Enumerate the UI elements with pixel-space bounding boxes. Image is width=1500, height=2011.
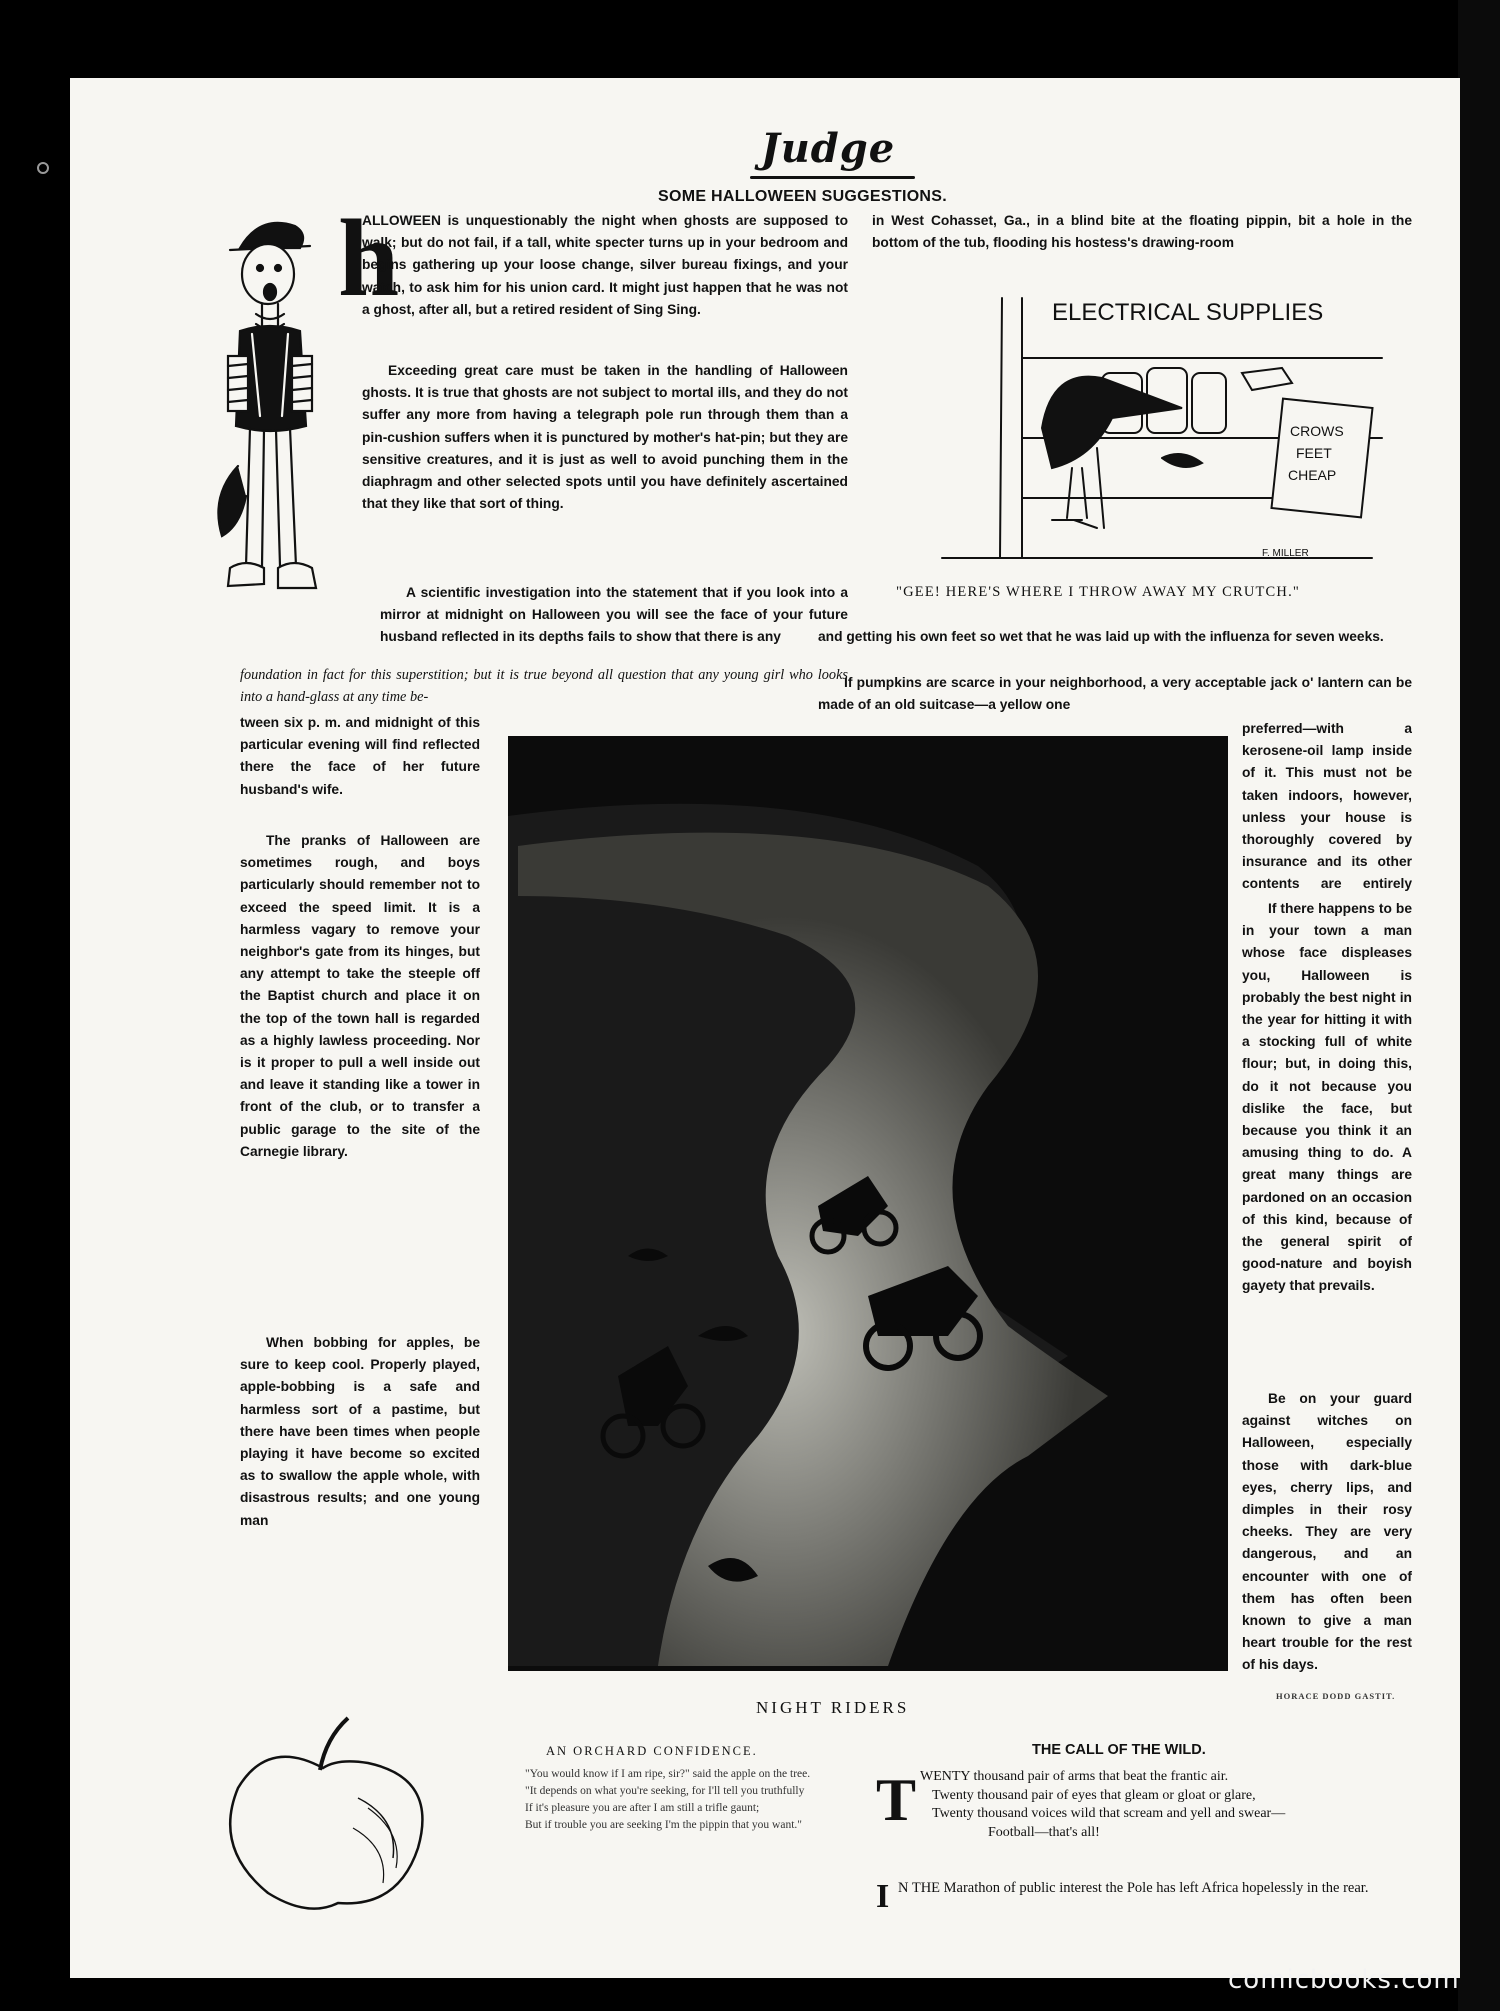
call-line-4: Football—that's all! xyxy=(988,1824,1100,1840)
card-line-2: FEET xyxy=(1296,445,1332,461)
call-poem-title: THE CALL OF THE WILD. xyxy=(1032,1742,1206,1758)
article-right-6: Be on your guard against witches on Halloween, especially those with dark-blue eyes, cherry lips, and dimples in their rosy cheeks. They are very dangerous, and an encounter with one of them has often been known to give a man heart trouble for the rest of his days. xyxy=(1242,1391,1412,1673)
masthead-underline xyxy=(750,176,915,179)
call-line-3: Twenty thousand voices wild that scream and yell and swear— xyxy=(932,1806,1286,1821)
article-paragraph-3b: foundation in fact for this superstition; but it is true beyond all question that any young girl who looks into a hand-glass at any time be- xyxy=(240,667,848,706)
watermark: comicbooks.com xyxy=(1228,1965,1460,1995)
masthead-title: Judge xyxy=(760,125,896,172)
headline: SOME HALLOWEEN SUGGESTIONS. xyxy=(658,188,948,205)
article-paragraph-3c: tween six p. m. and midnight of this particular evening will find reflected there the face of her future husband's wife. xyxy=(240,715,480,797)
card-line-3: CHEAP xyxy=(1288,467,1337,483)
cartoon-sign-text: ELECTRICAL SUPPLIES xyxy=(1052,299,1324,326)
call-line-1: WENTY thousand pair of arms that beat the frantic air. xyxy=(920,1769,1229,1784)
article-paragraph-4: The pranks of Halloween are sometimes rough, and boys particularly should remember not to exceed the speed limit. It is a harmless vagary to remove your neighbor's gate from its hinges, but any attempt to take the steeple off the Baptist church and place it on the top of the town hall is regarded as a highly lawless proceeding. Nor is it proper to pull a well inside out and leave it standing like a tower in front of the club, or to transfer a public garage to the site of the Carnegie library. xyxy=(240,833,480,1159)
marathon-note: N THE Marathon of public interest the Pole has left Africa hopelessly in the rear. xyxy=(898,1880,1369,1896)
article-byline: HORACE DODD GASTIT. xyxy=(1276,1691,1396,1701)
call-dropcap: T xyxy=(876,1767,917,1833)
crow-cartoon xyxy=(882,258,1402,578)
card-line-1: CROWS xyxy=(1290,423,1344,439)
photo-caption: NIGHT RIDERS xyxy=(756,1698,910,1717)
orchard-line-4: But if trouble you are seeking I'm the pippin that you want." xyxy=(525,1819,802,1831)
orchard-line-2: "It depends on what you're seeking, for I'll tell you truthfully xyxy=(525,1785,805,1797)
cartoon-caption: "GEE! HERE'S WHERE I THROW AWAY MY CRUTCH." xyxy=(896,584,1301,600)
orchard-poem xyxy=(525,1766,835,1834)
article-paragraph-2: Exceeding great care must be taken in the handling of Halloween ghosts. It is true that ghosts are not subject to mortal ills, and they do not suffer any more from having a telegraph pole run through them than a pin-cushion suffers when it is punctured by mother's hat-pin; but they are sensitive creatures, and it is just as well to avoid punching them in the diaphragm and other selected spots until you have definitely ascertained that they like that sort of thing. xyxy=(362,363,848,512)
article-paragraph-5: When bobbing for apples, be sure to keep cool. Properly played, apple-bobbing is a safe and harmless sort of a pastime, but there have been times when people playing it have become so excited as to swallow the apple whole, with disastrous results; and one young man xyxy=(240,1335,480,1528)
orchard-line-3: If it's pleasure you are after I am still a trifle gaunt; xyxy=(525,1802,760,1814)
article-right-4: preferred—with a kerosene-oil lamp inside of it. This must not be taken indoors, however, unless your house is thoroughly covered by insurance and its other contents are entirely xyxy=(1242,721,1412,892)
night-riders-photo xyxy=(508,736,1228,1671)
orchard-poem-title: AN ORCHARD CONFIDENCE. xyxy=(546,1744,758,1758)
margin-hole xyxy=(37,162,49,174)
cartoon-signature: F. MILLER xyxy=(1262,548,1309,559)
call-line-2: Twenty thousand pair of eyes that gleam or gloat or glare, xyxy=(932,1787,1256,1803)
article-right-5: If there happens to be in your town a man whose face displeases you, Halloween is probably the best night in the year for hitting it with a stocking full of white flour; but, in doing this, do it not because you dislike the face, but because you think it an amusing thing to do. A great many things are pardoned on an occasion of this kind, because of the general spirit of good-nature and boyish gayety that prevails. xyxy=(1242,901,1412,1294)
boy-illustration xyxy=(200,196,360,616)
article-right-1: in West Cohasset, Ga., in a blind bite at the floating pippin, bit a hole in the bottom of the tub, flooding his hostess's drawing-room xyxy=(872,213,1412,251)
apple-illustration xyxy=(208,1708,438,1918)
marathon-dropcap: I xyxy=(876,1878,890,1915)
article-paragraph-1: ALLOWEEN is unquestionably the night when ghosts are supposed to walk; but do not fail, if a tall, white specter turns up in your bedroom and begins gathering up your loose change, silver bureau fixings, and your watch, to ask him for his union card. It might just happen that he was not a ghost, after all, but a retired resident of Sing Sing. xyxy=(362,213,848,317)
article-right-2: and getting his own feet so wet that he was laid up with the influenza for seven weeks. xyxy=(818,629,1384,644)
call-poem xyxy=(876,1768,1416,1842)
night-road-scene xyxy=(508,736,1228,1671)
orchard-line-1: "You would know if I am ripe, sir?" said the apple on the tree. xyxy=(525,1768,811,1780)
article-paragraph-3a: A scientific investigation into the statement that if you look into a mirror at midnight on Halloween you will see the face of your future husband reflected in its depths fails to show that there is any xyxy=(380,585,848,645)
article-right-3: If pumpkins are scarce in your neighborhood, a very acceptable jack o' lantern can be made of an old suitcase—a yellow one xyxy=(818,675,1412,713)
right-page-edge xyxy=(1458,0,1500,2011)
article-dropcap: h xyxy=(338,197,400,319)
magazine-page xyxy=(70,78,1460,1978)
